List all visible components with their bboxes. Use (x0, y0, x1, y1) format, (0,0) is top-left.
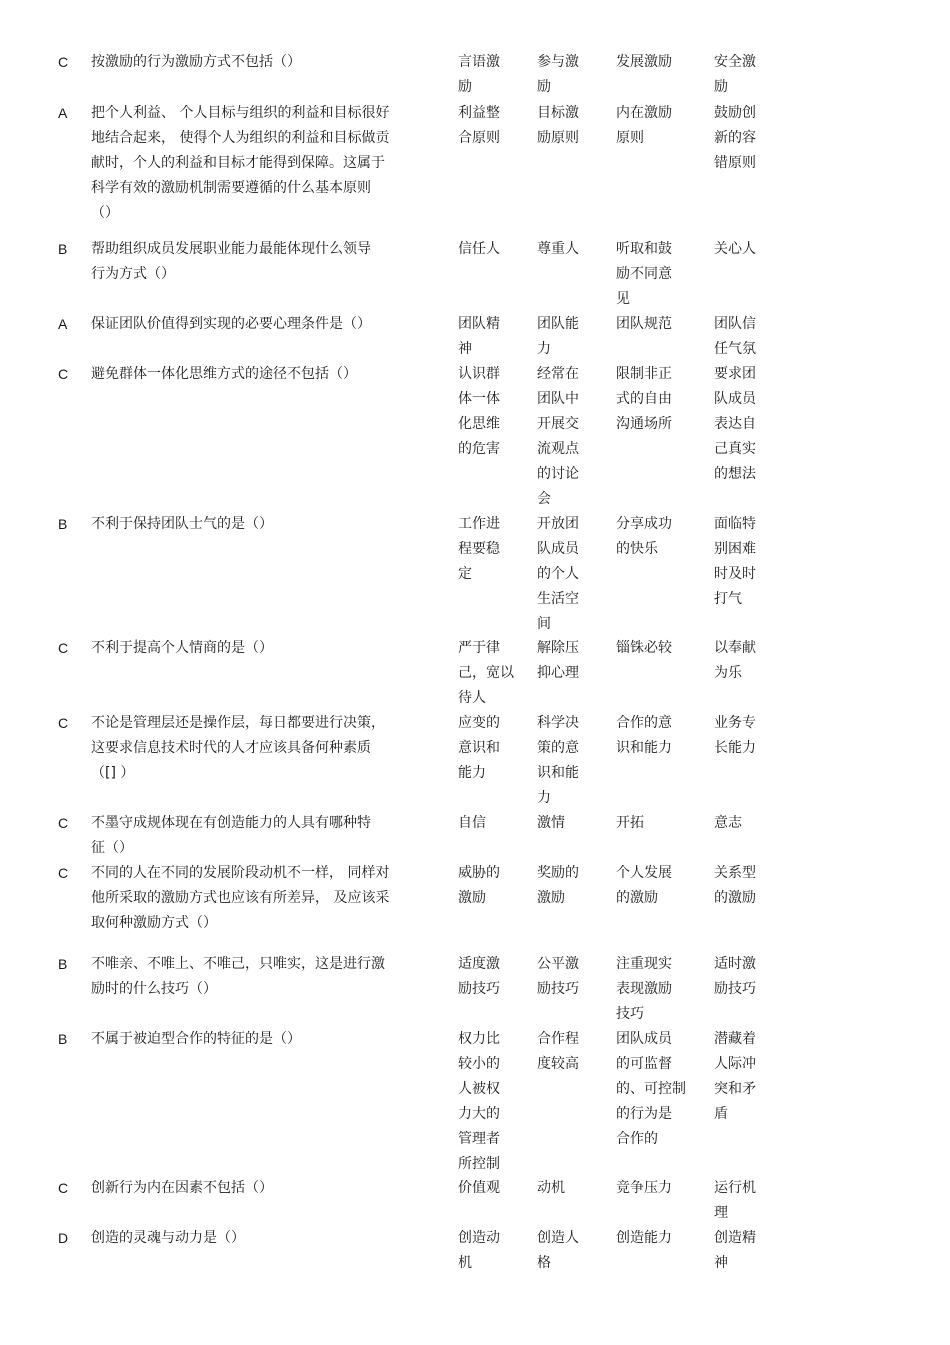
option-b: 团队能 力 (537, 316, 579, 357)
option-d: 面临特 别困难 时及时 打气 (714, 516, 756, 607)
option-a: 威胁的 激励 (458, 865, 500, 906)
answer-key: B (58, 1031, 68, 1047)
option-a: 应变的 意识和 能力 (458, 715, 500, 781)
answer-key: A (58, 105, 68, 121)
option-a: 工作进 程要稳 定 (458, 516, 500, 582)
question-text: 不利于提高个人情商的是（） (91, 640, 273, 656)
option-c: 发展激励 (616, 54, 672, 70)
question-text: 帮助组织成员发展职业能力最能体现什么领导 行为方式（） (91, 241, 371, 282)
option-b: 开放团 队成员 的个人 生活空 间 (537, 516, 579, 632)
answer-key: C (58, 54, 69, 70)
option-d: 适时激 励技巧 (714, 956, 756, 997)
option-b: 目标激 励原则 (537, 105, 579, 146)
option-c: 团队成员 的可监督 的、可控制 的行为是 合作的 (616, 1031, 686, 1147)
answer-key: C (58, 1180, 69, 1196)
question-text: 不论是管理层还是操作层，每日都要进行决策， 这要求信息技术时代的人才应该具备何种素质 （[] ） (91, 715, 385, 781)
option-b: 科学决 策的意 识和能 力 (537, 715, 579, 806)
option-a: 创造动 机 (458, 1230, 500, 1271)
option-d: 安全激 励 (714, 54, 756, 95)
question-text: 按激励的行为激励方式不包括（） (91, 54, 301, 70)
option-c: 听取和鼓 励不同意 见 (616, 241, 672, 307)
answer-key: A (58, 316, 68, 332)
option-a: 适度激 励技巧 (458, 956, 500, 997)
option-c: 限制非正 式的自由 沟通场所 (616, 366, 672, 432)
question-text: 避免群体一体化思维方式的途径不包括（） (91, 366, 357, 382)
question-text: 不同的人在不同的发展阶段动机不一样， 同样对 他所采取的激励方式也应该有所差异， 及应该采 取何种激励方式（） (91, 865, 390, 931)
answer-key: C (58, 366, 69, 382)
answer-key: C (58, 640, 69, 656)
option-c: 创造能力 (616, 1230, 672, 1246)
answer-key: B (58, 956, 68, 972)
question-text: 不利于保持团队士气的是（） (91, 516, 273, 532)
option-d: 潜藏着 人际冲 突和矛 盾 (714, 1031, 756, 1122)
option-b: 公平激 励技巧 (537, 956, 579, 997)
option-d: 创造精 神 (714, 1230, 756, 1271)
option-b: 合作程 度较高 (537, 1031, 579, 1072)
answer-key: C (58, 815, 69, 831)
answer-key: B (58, 516, 68, 532)
option-b: 奖励的 激励 (537, 865, 579, 906)
option-d: 要求团 队成员 表达自 己真实 的想法 (714, 366, 756, 482)
option-d: 运行机 理 (714, 1180, 756, 1221)
question-text: 创新行为内在因素不包括（） (91, 1180, 273, 1196)
option-d: 业务专 长能力 (714, 715, 756, 756)
option-a: 信任人 (458, 241, 500, 257)
answer-key: D (58, 1230, 69, 1246)
option-c: 注重现实 表现激励 技巧 (616, 956, 672, 1022)
option-c: 内在激励 原则 (616, 105, 672, 146)
option-b: 参与激 励 (537, 54, 579, 95)
option-d: 鼓励创 新的容 错原则 (714, 105, 756, 171)
answer-key: C (58, 865, 69, 881)
option-a: 权力比 较小的 人被权 力大的 管理者 所控制 (458, 1031, 500, 1172)
option-c: 合作的意 识和能力 (616, 715, 672, 756)
option-b: 尊重人 (537, 241, 579, 257)
option-a: 严于律 己，宽以 待人 (458, 640, 514, 706)
option-d: 关系型 的激励 (714, 865, 756, 906)
option-d: 团队信 任气氛 (714, 316, 756, 357)
option-c: 个人发展 的激励 (616, 865, 672, 906)
option-b: 动机 (537, 1180, 565, 1196)
option-c: 锱铢必较 (616, 640, 672, 656)
option-d: 意志 (714, 815, 742, 831)
answer-key: B (58, 241, 68, 257)
option-a: 利益整 合原则 (458, 105, 500, 146)
option-a: 团队精 神 (458, 316, 500, 357)
question-text: 不属于被迫型合作的特征的是（） (91, 1031, 301, 1047)
option-c: 分享成功 的快乐 (616, 516, 672, 557)
option-d: 以奉献 为乐 (714, 640, 756, 681)
answer-key: C (58, 715, 69, 731)
question-text: 把个人利益、 个人目标与组织的利益和目标很好 地结合起来， 使得个人为组织的利益和目标做贡 献时，个人的利益和目标才能得到保障。这属于 科学有效的激励机制需要遵循的什么基本原则 （） (91, 105, 390, 221)
question-text: 不墨守成规体现在有创造能力的人具有哪种特 征（） (91, 815, 371, 856)
option-a: 言语激 励 (458, 54, 500, 95)
question-text: 保证团队价值得到实现的必要心理条件是（） (91, 316, 371, 332)
option-b: 激情 (537, 815, 565, 831)
option-a: 自信 (458, 815, 486, 831)
option-c: 团队规范 (616, 316, 672, 332)
option-a: 认识群 体一体 化思维 的危害 (458, 366, 500, 457)
option-b: 经常在 团队中 开展交 流观点 的讨论 会 (537, 366, 579, 507)
option-d: 关心人 (714, 241, 756, 257)
option-a: 价值观 (458, 1180, 500, 1196)
option-b: 解除压 抑心理 (537, 640, 579, 681)
question-text: 创造的灵魂与动力是（） (91, 1230, 245, 1246)
option-b: 创造人 格 (537, 1230, 579, 1271)
question-text: 不唯亲、不唯上、不唯己，只唯实，这是进行激 励时的什么技巧（） (91, 956, 385, 997)
option-c: 竞争压力 (616, 1180, 672, 1196)
option-c: 开拓 (616, 815, 644, 831)
